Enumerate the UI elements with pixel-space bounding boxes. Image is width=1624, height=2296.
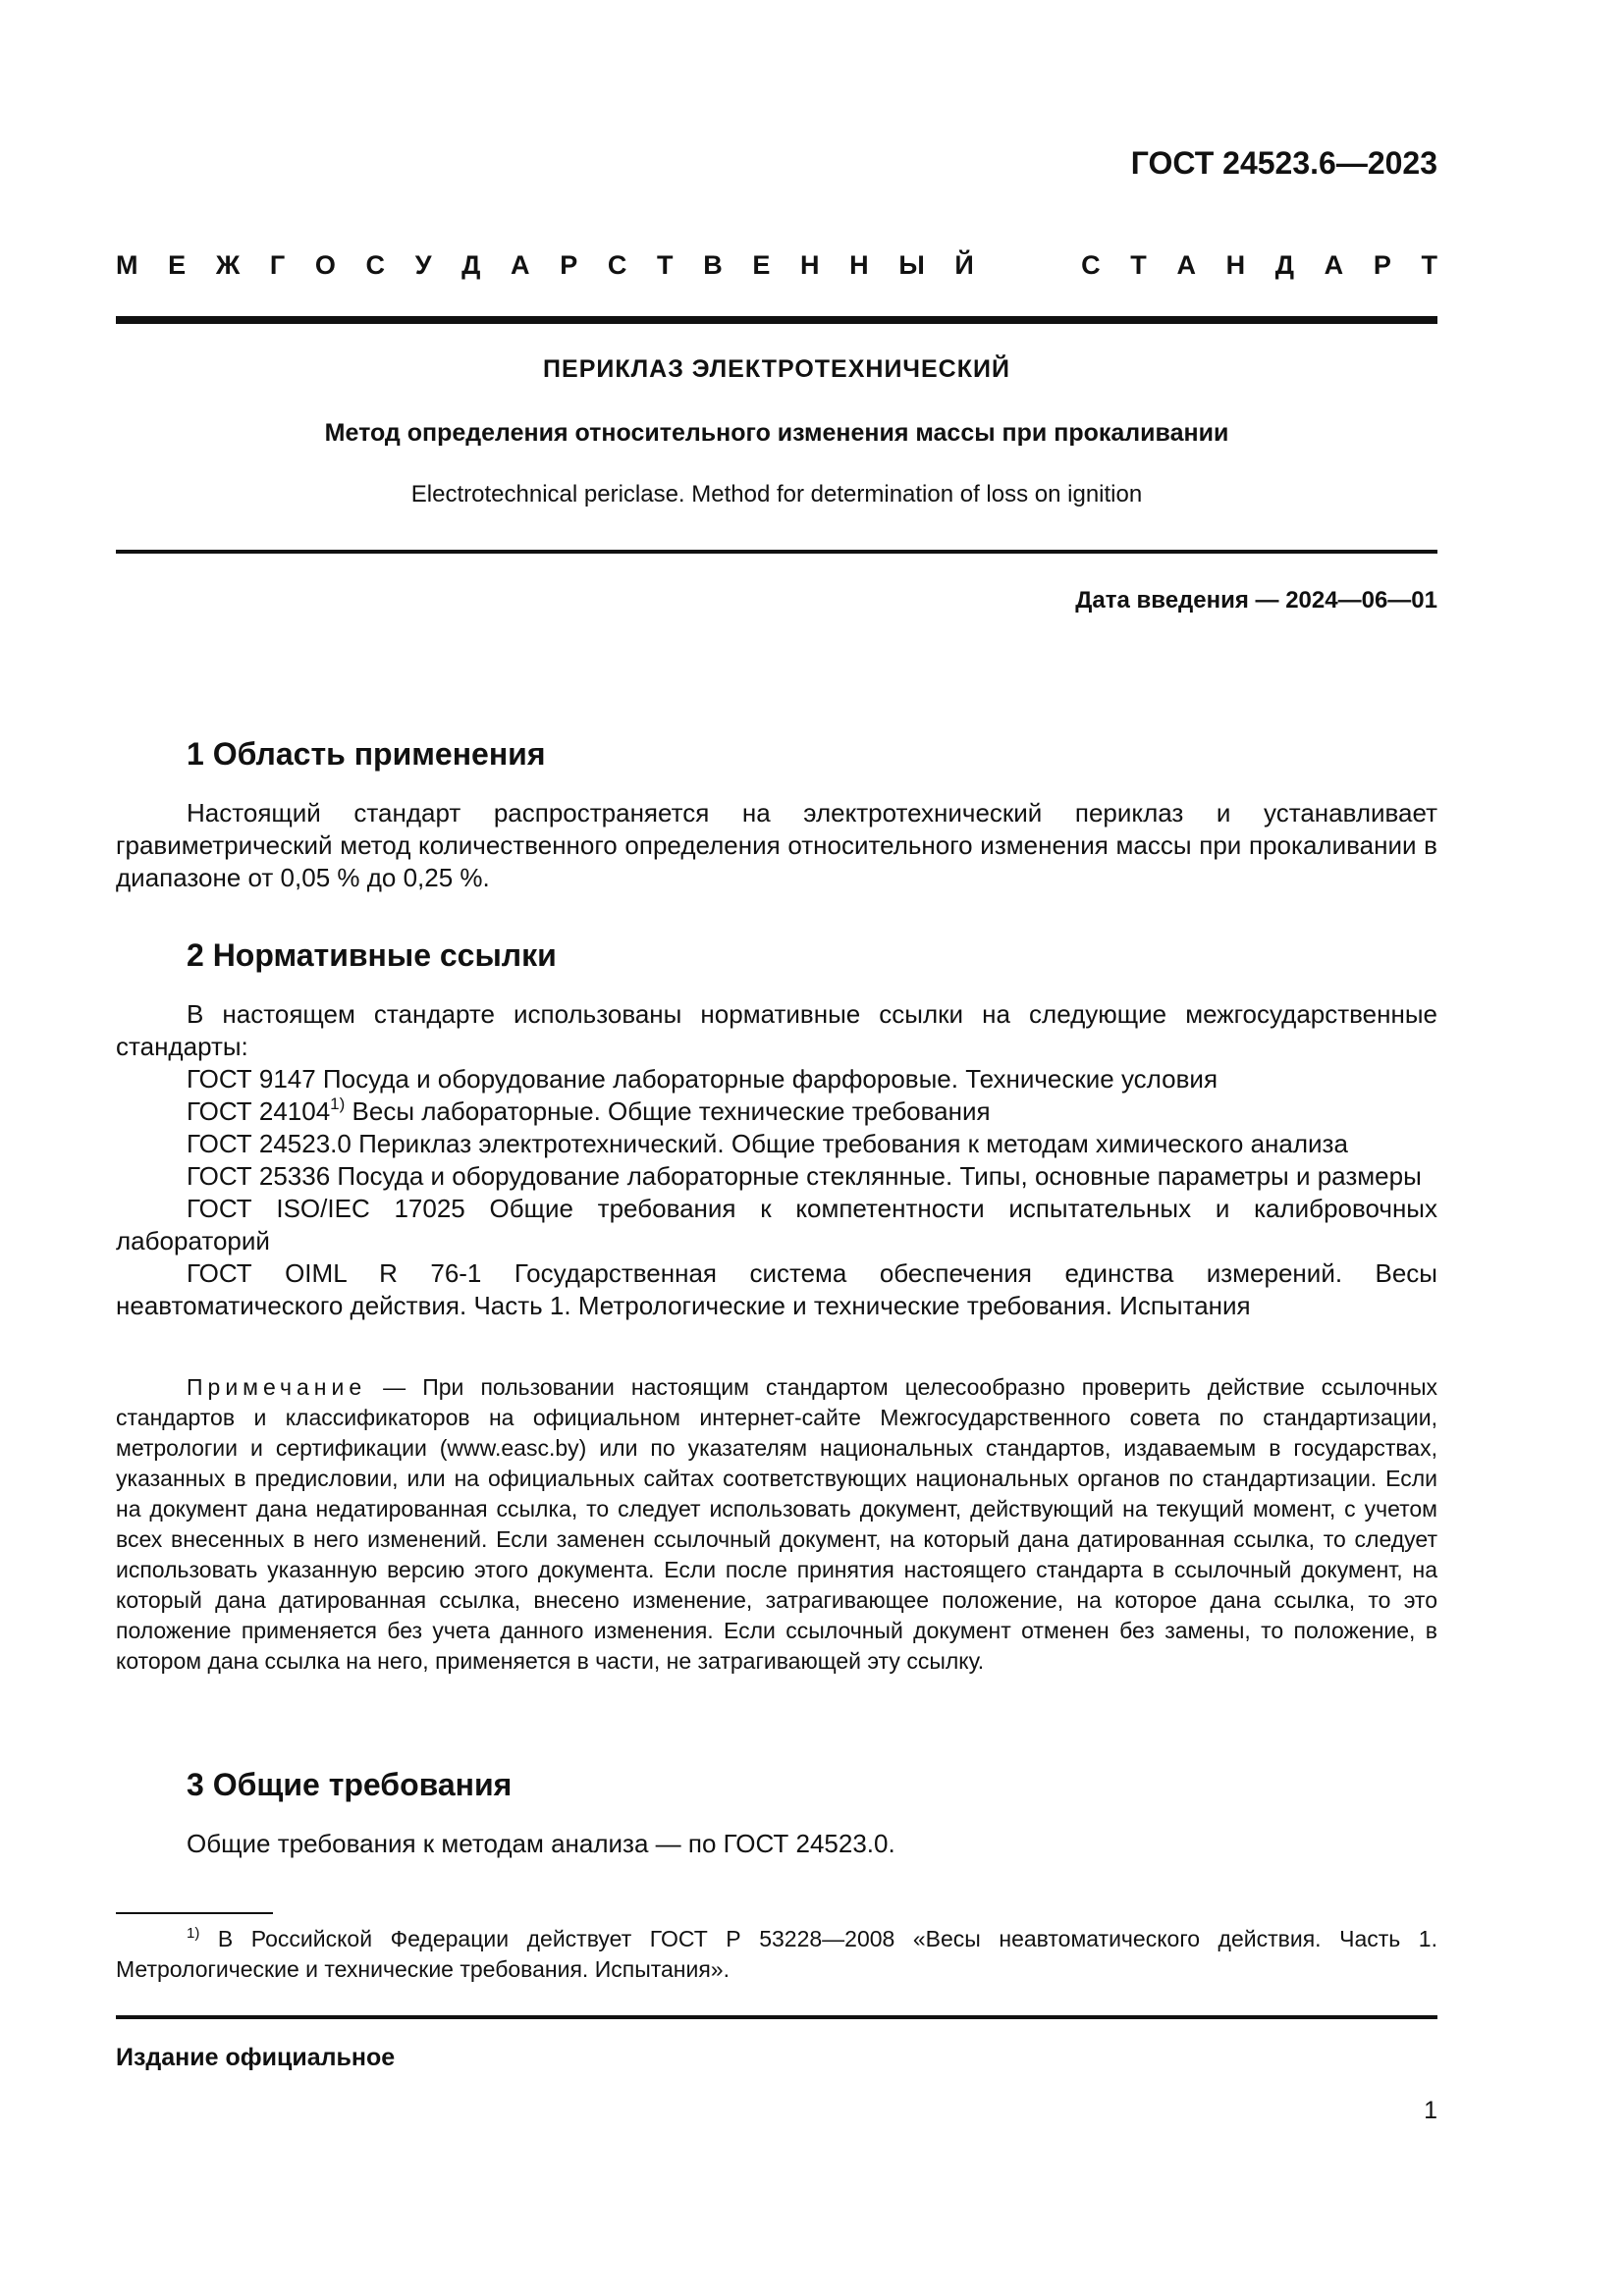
document-title: ПЕРИКЛАЗ ЭЛЕКТРОТЕХНИЧЕСКИЙ bbox=[543, 355, 1010, 383]
document-number: ГОСТ 24523.6—2023 bbox=[1130, 145, 1437, 181]
reference-item: ГОСТ 24523.0 Периклаз электротехнический. Общие требования к методам химического анализа bbox=[187, 1129, 1348, 1158]
standard-type-letter: Н bbox=[1225, 250, 1246, 280]
reference-title: Весы лабораторные. Общие технические требования bbox=[345, 1096, 991, 1126]
standard-type-letter: Р bbox=[1373, 250, 1391, 280]
standard-type-letter: М bbox=[116, 250, 138, 280]
standard-type-letter: Е bbox=[168, 250, 187, 280]
section-3-heading: 3 Общие требования bbox=[187, 1767, 513, 1802]
reference-item bbox=[116, 1095, 1437, 1128]
reference-item: ГОСТ ISO/IEC 17025 Общие требования к компетентности испытательных и калибровочных лабораторий bbox=[116, 1194, 1437, 1255]
standard-type-letter: С bbox=[1081, 250, 1101, 280]
standard-type-letter: А bbox=[511, 250, 530, 280]
standard-type-letter: С bbox=[607, 250, 627, 280]
standard-type-letter: Р bbox=[560, 250, 578, 280]
section-1-paragraph: Настоящий стандарт распространяется на электротехнический периклаз и устанавливает гравиметрический метод количественного определения относительного изменения массы при прокаливании в диапазоне от 0,05 % до 0,25 %. bbox=[116, 798, 1437, 892]
standard-type-letter: Ж bbox=[215, 250, 241, 280]
standard-type-letter: Й bbox=[954, 250, 974, 280]
document-subtitle: Метод определения относительного изменения массы при прокаливании bbox=[324, 419, 1229, 447]
standard-type-letter: А bbox=[1324, 250, 1344, 280]
section-2-heading: 2 Нормативные ссылки bbox=[187, 937, 557, 973]
footer-rule bbox=[116, 2015, 1437, 2019]
section-3-body bbox=[116, 1828, 1437, 1860]
standard-type-letter: Н bbox=[849, 250, 869, 280]
reference-item: ГОСТ 25336 Посуда и оборудование лабораторные стеклянные. Типы, основные параметры и размеры bbox=[187, 1161, 1422, 1191]
standard-type-letter: Т bbox=[657, 250, 674, 280]
standard-type-letter: Е bbox=[752, 250, 771, 280]
title-rule bbox=[116, 550, 1437, 554]
standard-type-letter: Н bbox=[800, 250, 820, 280]
introduction-date: Дата введения — 2024—06—01 bbox=[1075, 587, 1437, 614]
standard-type-letter: Г bbox=[269, 250, 286, 280]
section-2-intro: В настоящем стандарте использованы нормативные ссылки на следующие межгосударственные стандарты: bbox=[116, 999, 1437, 1061]
reference-item: ГОСТ OIML R 76-1 Государственная система обеспечения единства измерений. Весы неавтоматического действия. Часть 1. Метрологические и технические требования. Испытания bbox=[116, 1258, 1437, 1320]
note-text: — При пользовании настоящим стандартом целесообразно проверить действие ссылочных стандартов и классификаторов на официальном интернет-сайте Межгосударственного совета по стандартизации, метрологии и сертификации (www.easc.by) или по указателям национальных стандартов, издаваемым в государствах, указанных в предисловии, или на официальных сайтах соответствующих национальных органов по стандартизации. Если на документ дана недатированная ссылка, то следует использовать документ, действующий на текущий момент, с учетом всех внесенных в него изменений. Если заменен ссылочный документ, на который дана датированная ссылка, то следует использовать указанную версию этого документа. Если после принятия настоящего стандарта в ссылочный документ, на который дана датированная ссылка, внесено изменение, затрагивающее положение, на которое дана ссылка, то это положение применяется без учета данного изменения. Если ссылочный документ отменен без замены, то положение, в котором дана ссылка на него, применяется в части, не затрагивающей эту ссылку. bbox=[116, 1374, 1437, 1674]
standard-type-letter: В bbox=[703, 250, 723, 280]
standard-type-letter: Т bbox=[1130, 250, 1147, 280]
word-gap bbox=[1003, 250, 1051, 290]
footnote bbox=[116, 1924, 1437, 1985]
section-3-paragraph: Общие требования к методам анализа — по ГОСТ 24523.0. bbox=[187, 1829, 895, 1858]
standard-type-line bbox=[116, 250, 1437, 290]
note-label: Примечание bbox=[187, 1374, 367, 1400]
section-1-heading: 1 Область применения bbox=[187, 736, 546, 772]
standard-type-letter: Д bbox=[1274, 250, 1295, 280]
standard-type-letter: А bbox=[1176, 250, 1196, 280]
footnote-text: В Российской Федерации действует ГОСТ Р 53228—2008 «Весы неавтоматического действия. Часть 1. Метрологические и технические требования. Испытания». bbox=[116, 1926, 1437, 1982]
footnote-marker: 1) bbox=[187, 1925, 200, 1942]
section-1-body bbox=[116, 797, 1437, 894]
note-paragraph bbox=[116, 1372, 1437, 1677]
document-page bbox=[116, 0, 1437, 2296]
header-rule bbox=[116, 316, 1437, 324]
footnote-marker: 1) bbox=[330, 1095, 346, 1113]
page-number: 1 bbox=[1424, 2097, 1437, 2124]
standard-type-letter: С bbox=[365, 250, 386, 280]
standard-type-letter: Д bbox=[461, 250, 481, 280]
reference-code: ГОСТ 24104 bbox=[187, 1096, 331, 1126]
english-title: Electrotechnical periclase. Method for determination of loss on ignition bbox=[410, 481, 1143, 507]
standard-type-letter: Т bbox=[1421, 250, 1437, 280]
standard-type-letter: У bbox=[414, 250, 432, 280]
standard-type-letter: О bbox=[314, 250, 336, 280]
section-2-body bbox=[116, 998, 1437, 1322]
standard-type-letter: Ы bbox=[898, 250, 925, 280]
reference-item: ГОСТ 9147 Посуда и оборудование лабораторные фарфоровые. Технические условия bbox=[187, 1064, 1218, 1094]
edition-label: Издание официальное bbox=[116, 2044, 396, 2071]
footnote-rule bbox=[116, 1912, 273, 1914]
